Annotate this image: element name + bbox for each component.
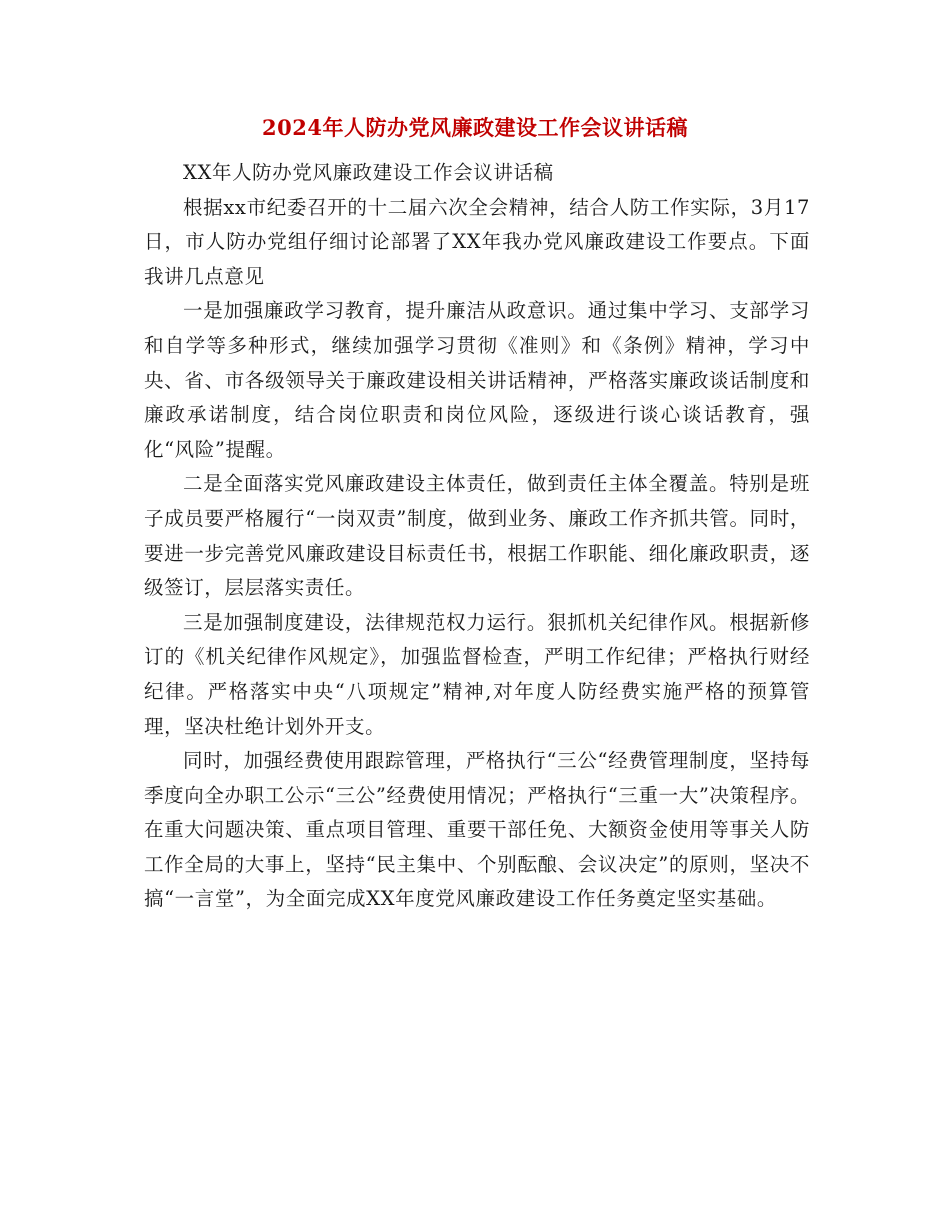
paragraph-conclusion: 同时，加强经费使用跟踪管理，严格执行“三公“经费管理制度，坚持每季度向全办职工公示“三公”经费使用情况；严格执行“三重一大”决策程序。在重大问题决策、重点项目管理、重要干部任免、大额资金使用等事关人防工作全局的大事上，坚持“民主集中、个别酝酿、会议决定”的原则，坚决不搞“一言堂”，为全面完成XX年度党风廉政建设工作任务奠定坚实基础。 [144, 749, 810, 911]
paragraph-point-one: 一是加强廉政学习教育，提升廉洁从政意识。通过集中学习、支部学习和自学等多种形式，继续加强学习贯彻《准则》和《条例》精神，学习中央、省、市各级领导关于廉政建设相关讲话精神，严格落实廉政谈话制度和廉政承诺制度，结合岗位职责和岗位风险，逐级进行谈心谈话教育，强化“风险”提醒。 [144, 299, 810, 461]
paragraph-subtitle: XX年人防办党风廉政建设工作会议讲话稿 [183, 161, 554, 184]
paragraph-point-three: 三是加强制度建设，法律规范权力运行。狠抓机关纪律作风。根据新修订的《机关纪律作风规定》，加强监督检查，严明工作纪律；严格执行财经纪律。严格落实中央“八项规定”精神,对年度人防经费实施严格的预算管理，坚决杜绝计划外开支。 [144, 610, 810, 738]
document-body [144, 156, 810, 917]
document-title: 2024年人防办党风廉政建设工作会议讲话稿 [262, 115, 688, 140]
paragraph-intro: 根据xx市纪委召开的十二届六次全会精神，结合人防工作实际，3月17日，市人防办党组仔细讨论部署了XX年我办党风廉政建设工作要点。下面我讲几点意见 [144, 195, 810, 288]
paragraph-point-two: 二是全面落实党风廉政建设主体责任，做到责任主体全覆盖。特别是班子成员要严格履行“一岗双责”制度，做到业务、廉政工作齐抓共管。同时，要进一步完善党风廉政建设目标责任书，根据工作职能、细化廉政职责，逐级签订，层层落实责任。 [144, 472, 810, 600]
